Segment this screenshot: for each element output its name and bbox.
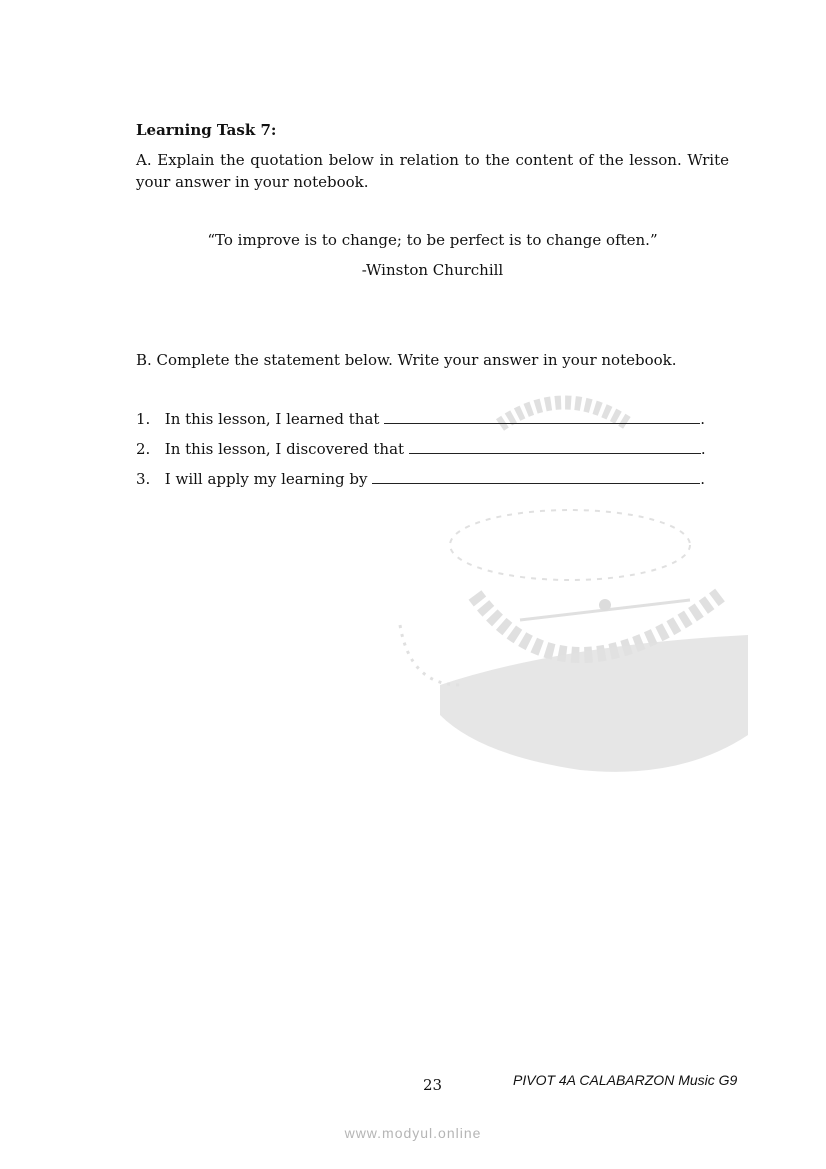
item-number: 1. <box>136 410 151 428</box>
list-item: 1. In this lesson, I learned that . <box>136 410 705 428</box>
list-item: 2. In this lesson, I discovered that . <box>136 440 706 458</box>
answer-blank[interactable] <box>384 409 700 424</box>
item-number: 3. <box>136 470 151 488</box>
document-title: PIVOT 4A CALABARZON Music G9 <box>513 1072 738 1088</box>
item-text: In this lesson, I learned that <box>164 410 380 428</box>
item-text: I will apply my learning by <box>164 470 368 488</box>
page-number: 23 <box>423 1076 443 1094</box>
quotation: “To improve is to change; to be perfect is to change often.” <box>207 231 658 249</box>
answer-blank[interactable] <box>372 469 700 484</box>
item-text: In this lesson, I discovered that <box>164 440 405 458</box>
answer-blank[interactable] <box>409 439 701 454</box>
list-item: 3. I will apply my learning by . <box>136 470 706 488</box>
website-watermark: www.modyul.online <box>344 1125 482 1141</box>
item-number: 2. <box>136 440 151 458</box>
quotation-author: -Winston Churchill <box>361 261 504 279</box>
part-a-instructions: A. Explain the quotation below in relation to the content of the lesson. Write your answer in your notebook. <box>136 151 729 191</box>
task-title: Learning Task 7: <box>136 121 277 139</box>
statement-list <box>136 408 736 498</box>
part-b-instructions: B. Complete the statement below. Write your answer in your notebook. <box>136 351 677 369</box>
